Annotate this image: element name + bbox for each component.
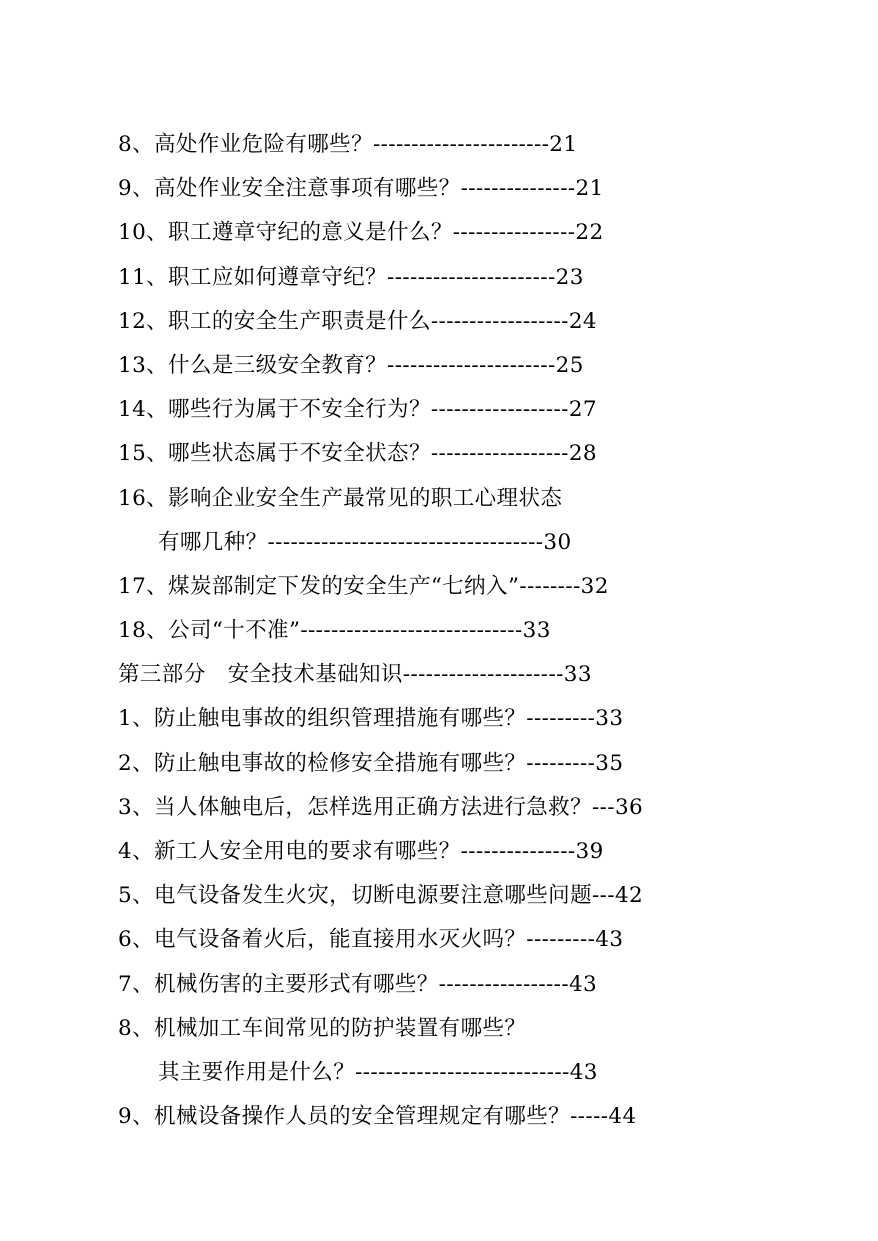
toc-entry-6-water-extinguish: 6、电气设备着火后，能直接用水灭火吗？---------43 bbox=[118, 927, 624, 953]
toc-entry-8-protective-devices: 8、机械加工车间常见的防护装置有哪些？ bbox=[118, 1015, 527, 1041]
toc-entry-16-psychological-states: 16、影响企业安全生产最常见的职工心理状态 bbox=[118, 485, 563, 511]
toc-entry-17-seven-inclusions: 17、煤炭部制定下发的安全生产“七纳入”--------32 bbox=[118, 573, 609, 599]
toc-section-part-three bbox=[118, 653, 722, 697]
toc-entry-8-continued: 其主要作用是什么？----------------------------43 bbox=[158, 1059, 598, 1085]
toc-entry-14-unsafe-behaviors: 14、哪些行为属于不安全行为？------------------27 bbox=[118, 397, 597, 423]
toc-entry-2-shock-maintenance-measures: 2、防止触电事故的检修安全措施有哪些？---------35 bbox=[118, 750, 624, 776]
toc-entry-15-unsafe-states: 15、哪些状态属于不安全状态？------------------28 bbox=[118, 441, 597, 467]
toc-entry-5-electrical-fire-power-off: 5、电气设备发生火灾，切断电源要注意哪些问题---42 bbox=[118, 883, 644, 909]
toc-entry-8-height-work-hazards: 8、高处作业危险有哪些？-----------------------21 bbox=[118, 132, 578, 157]
toc-entry-1-shock-organizational-measures: 1、防止触电事故的组织管理措施有哪些？---------33 bbox=[118, 706, 624, 732]
toc-entry-11-how-to-follow-rules: 11、职工应如何遵章守纪？----------------------23 bbox=[118, 264, 584, 290]
toc-entry-16-continued: 有哪几种？------------------------------------30 bbox=[158, 529, 572, 555]
table-of-contents bbox=[118, 123, 722, 1139]
section-title: 安全技术基础知识---------------------33 bbox=[227, 662, 592, 688]
toc-entry-4-new-worker-electricity: 4、新工人安全用电的要求有哪些？---------------39 bbox=[118, 839, 604, 864]
toc-entry-13-three-level-education: 13、什么是三级安全教育？----------------------25 bbox=[118, 352, 584, 378]
toc-entry-9-operator-rules: 9、机械设备操作人员的安全管理规定有哪些？-----44 bbox=[118, 1104, 637, 1130]
toc-entry-10-discipline-meaning: 10、职工遵章守纪的意义是什么？----------------22 bbox=[118, 220, 604, 246]
toc-entry-18-ten-prohibitions: 18、公司“十不准”-----------------------------33 bbox=[118, 618, 551, 644]
section-number: 第三部分 bbox=[118, 662, 206, 688]
toc-entry-3-shock-first-aid: 3、当人体触电后，怎样选用正确方法进行急救？---36 bbox=[118, 794, 644, 820]
toc-entry-7-mechanical-injury: 7、机械伤害的主要形式有哪些？-----------------43 bbox=[118, 971, 598, 997]
toc-entry-9-height-work-precautions: 9、高处作业安全注意事项有哪些？---------------21 bbox=[118, 176, 604, 202]
toc-entry-12-safety-duties: 12、职工的安全生产职责是什么------------------24 bbox=[118, 308, 597, 334]
